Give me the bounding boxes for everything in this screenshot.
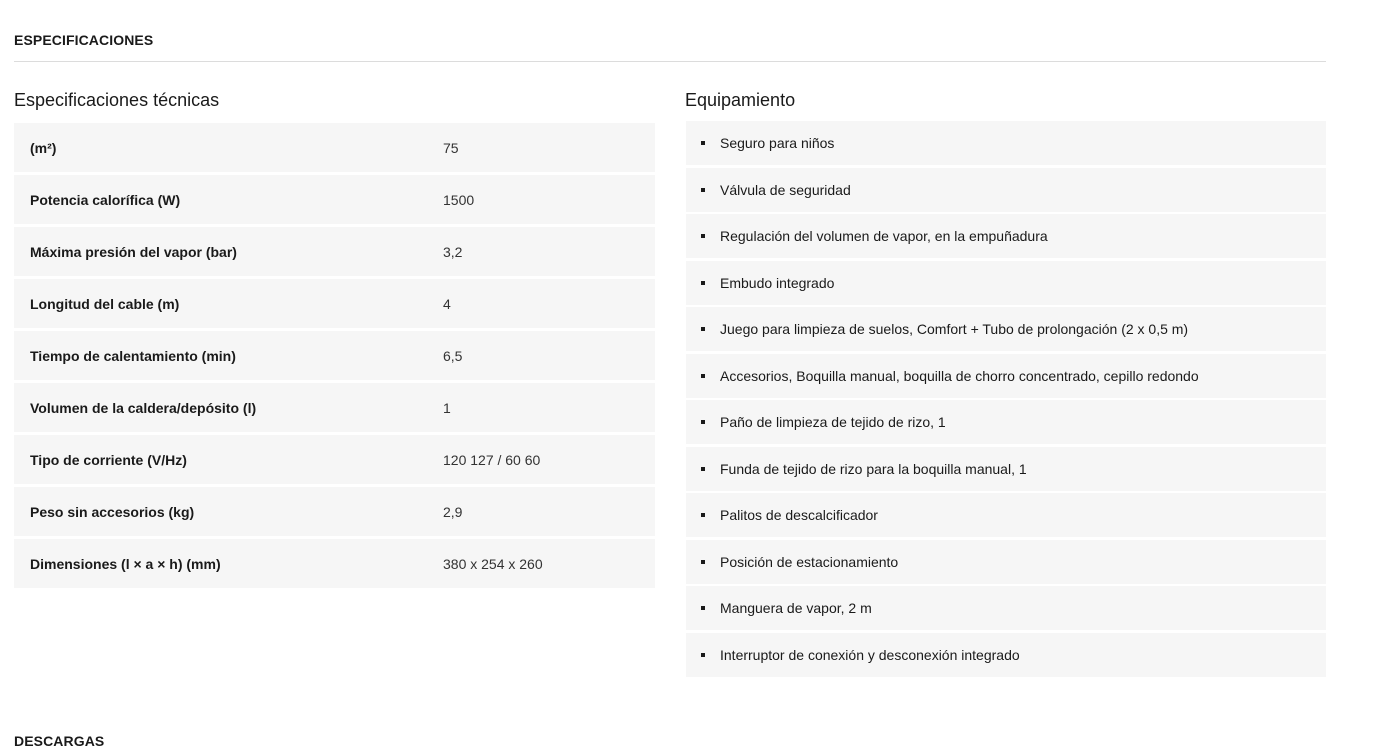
spec-value: 1500 [443, 191, 475, 208]
table-row [14, 331, 655, 380]
spec-label: Volumen de la caldera/depósito (l) [30, 399, 257, 416]
bullet-icon [701, 420, 705, 424]
list-item [686, 354, 1326, 398]
bullet-icon [701, 234, 705, 238]
bullet-icon [701, 513, 705, 517]
spec-label: Tipo de corriente (V/Hz) [30, 451, 187, 468]
table-row [14, 435, 655, 484]
bullet-icon [701, 374, 705, 378]
table-row [14, 487, 655, 536]
spec-value: 4 [443, 295, 451, 312]
table-row [14, 123, 655, 172]
bullet-icon [701, 327, 705, 331]
list-item [686, 400, 1326, 444]
bullet-icon [701, 141, 705, 145]
equipment-item-label: Accesorios, Boquilla manual, boquilla de chorro concentrado, cepillo redondo [720, 367, 1199, 384]
list-item [686, 447, 1326, 491]
bullet-icon [701, 188, 705, 192]
section-divider [14, 61, 1326, 62]
spec-label: Máxima presión del vapor (bar) [30, 243, 237, 260]
equipment-item-label: Funda de tejido de rizo para la boquilla manual, 1 [720, 460, 1027, 477]
equipment-item-label: Interruptor de conexión y desconexión integrado [720, 646, 1020, 663]
technical-specs-heading: Especificaciones técnicas [14, 90, 220, 110]
spec-value: 380 x 254 x 260 [443, 555, 543, 572]
bullet-icon [701, 653, 705, 657]
bullet-icon [701, 606, 705, 610]
equipment-list [686, 121, 1326, 679]
table-row [14, 279, 655, 328]
spec-label: (m²) [30, 139, 57, 156]
list-item [686, 121, 1326, 165]
spec-label: Dimensiones (l × a × h) (mm) [30, 555, 221, 572]
spec-label: Tiempo de calentamiento (min) [30, 347, 236, 364]
list-item [686, 214, 1326, 258]
spec-value: 120 127 / 60 60 [443, 451, 541, 468]
spec-value: 75 [443, 139, 459, 156]
equipment-item-label: Paño de limpieza de tejido de rizo, 1 [720, 414, 946, 430]
list-item [686, 307, 1326, 351]
equipment-heading: Equipamiento [685, 90, 796, 110]
equipment-item-label: Posición de estacionamiento [720, 553, 899, 570]
bullet-icon [701, 467, 705, 471]
equipment-item-label: Palitos de descalcificador [720, 507, 878, 523]
table-row [14, 383, 655, 432]
technical-specs-table [14, 123, 655, 591]
list-item [686, 586, 1326, 630]
spec-label: Peso sin accesorios (kg) [30, 503, 195, 520]
spec-value: 2,9 [443, 503, 463, 520]
equipment-item-label: Regulación del volumen de vapor, en la empuñadura [720, 228, 1048, 244]
list-item [686, 261, 1326, 305]
table-row [14, 539, 655, 588]
table-row [14, 175, 655, 224]
bullet-icon [701, 281, 705, 285]
downloads-section-title[interactable]: DESCARGAS [14, 733, 105, 749]
list-item [686, 493, 1326, 537]
list-item [686, 540, 1326, 584]
equipment-item-label: Válvula de seguridad [720, 181, 851, 198]
specifications-section-title: ESPECIFICACIONES [14, 32, 154, 48]
list-item [686, 633, 1326, 677]
equipment-item-label: Seguro para niños [720, 135, 835, 151]
spec-value: 3,2 [443, 243, 463, 260]
list-item [686, 168, 1326, 212]
equipment-item-label: Manguera de vapor, 2 m [720, 600, 872, 616]
spec-label: Longitud del cable (m) [30, 295, 180, 312]
bullet-icon [701, 560, 705, 564]
equipment-item-label: Embudo integrado [720, 274, 835, 291]
table-row [14, 227, 655, 276]
spec-value: 6,5 [443, 347, 463, 364]
spec-label: Potencia calorífica (W) [30, 191, 181, 208]
spec-value: 1 [443, 399, 451, 416]
equipment-item-label: Juego para limpieza de suelos, Comfort + Tubo de prolongación (2 x 0,5 m) [720, 321, 1189, 337]
